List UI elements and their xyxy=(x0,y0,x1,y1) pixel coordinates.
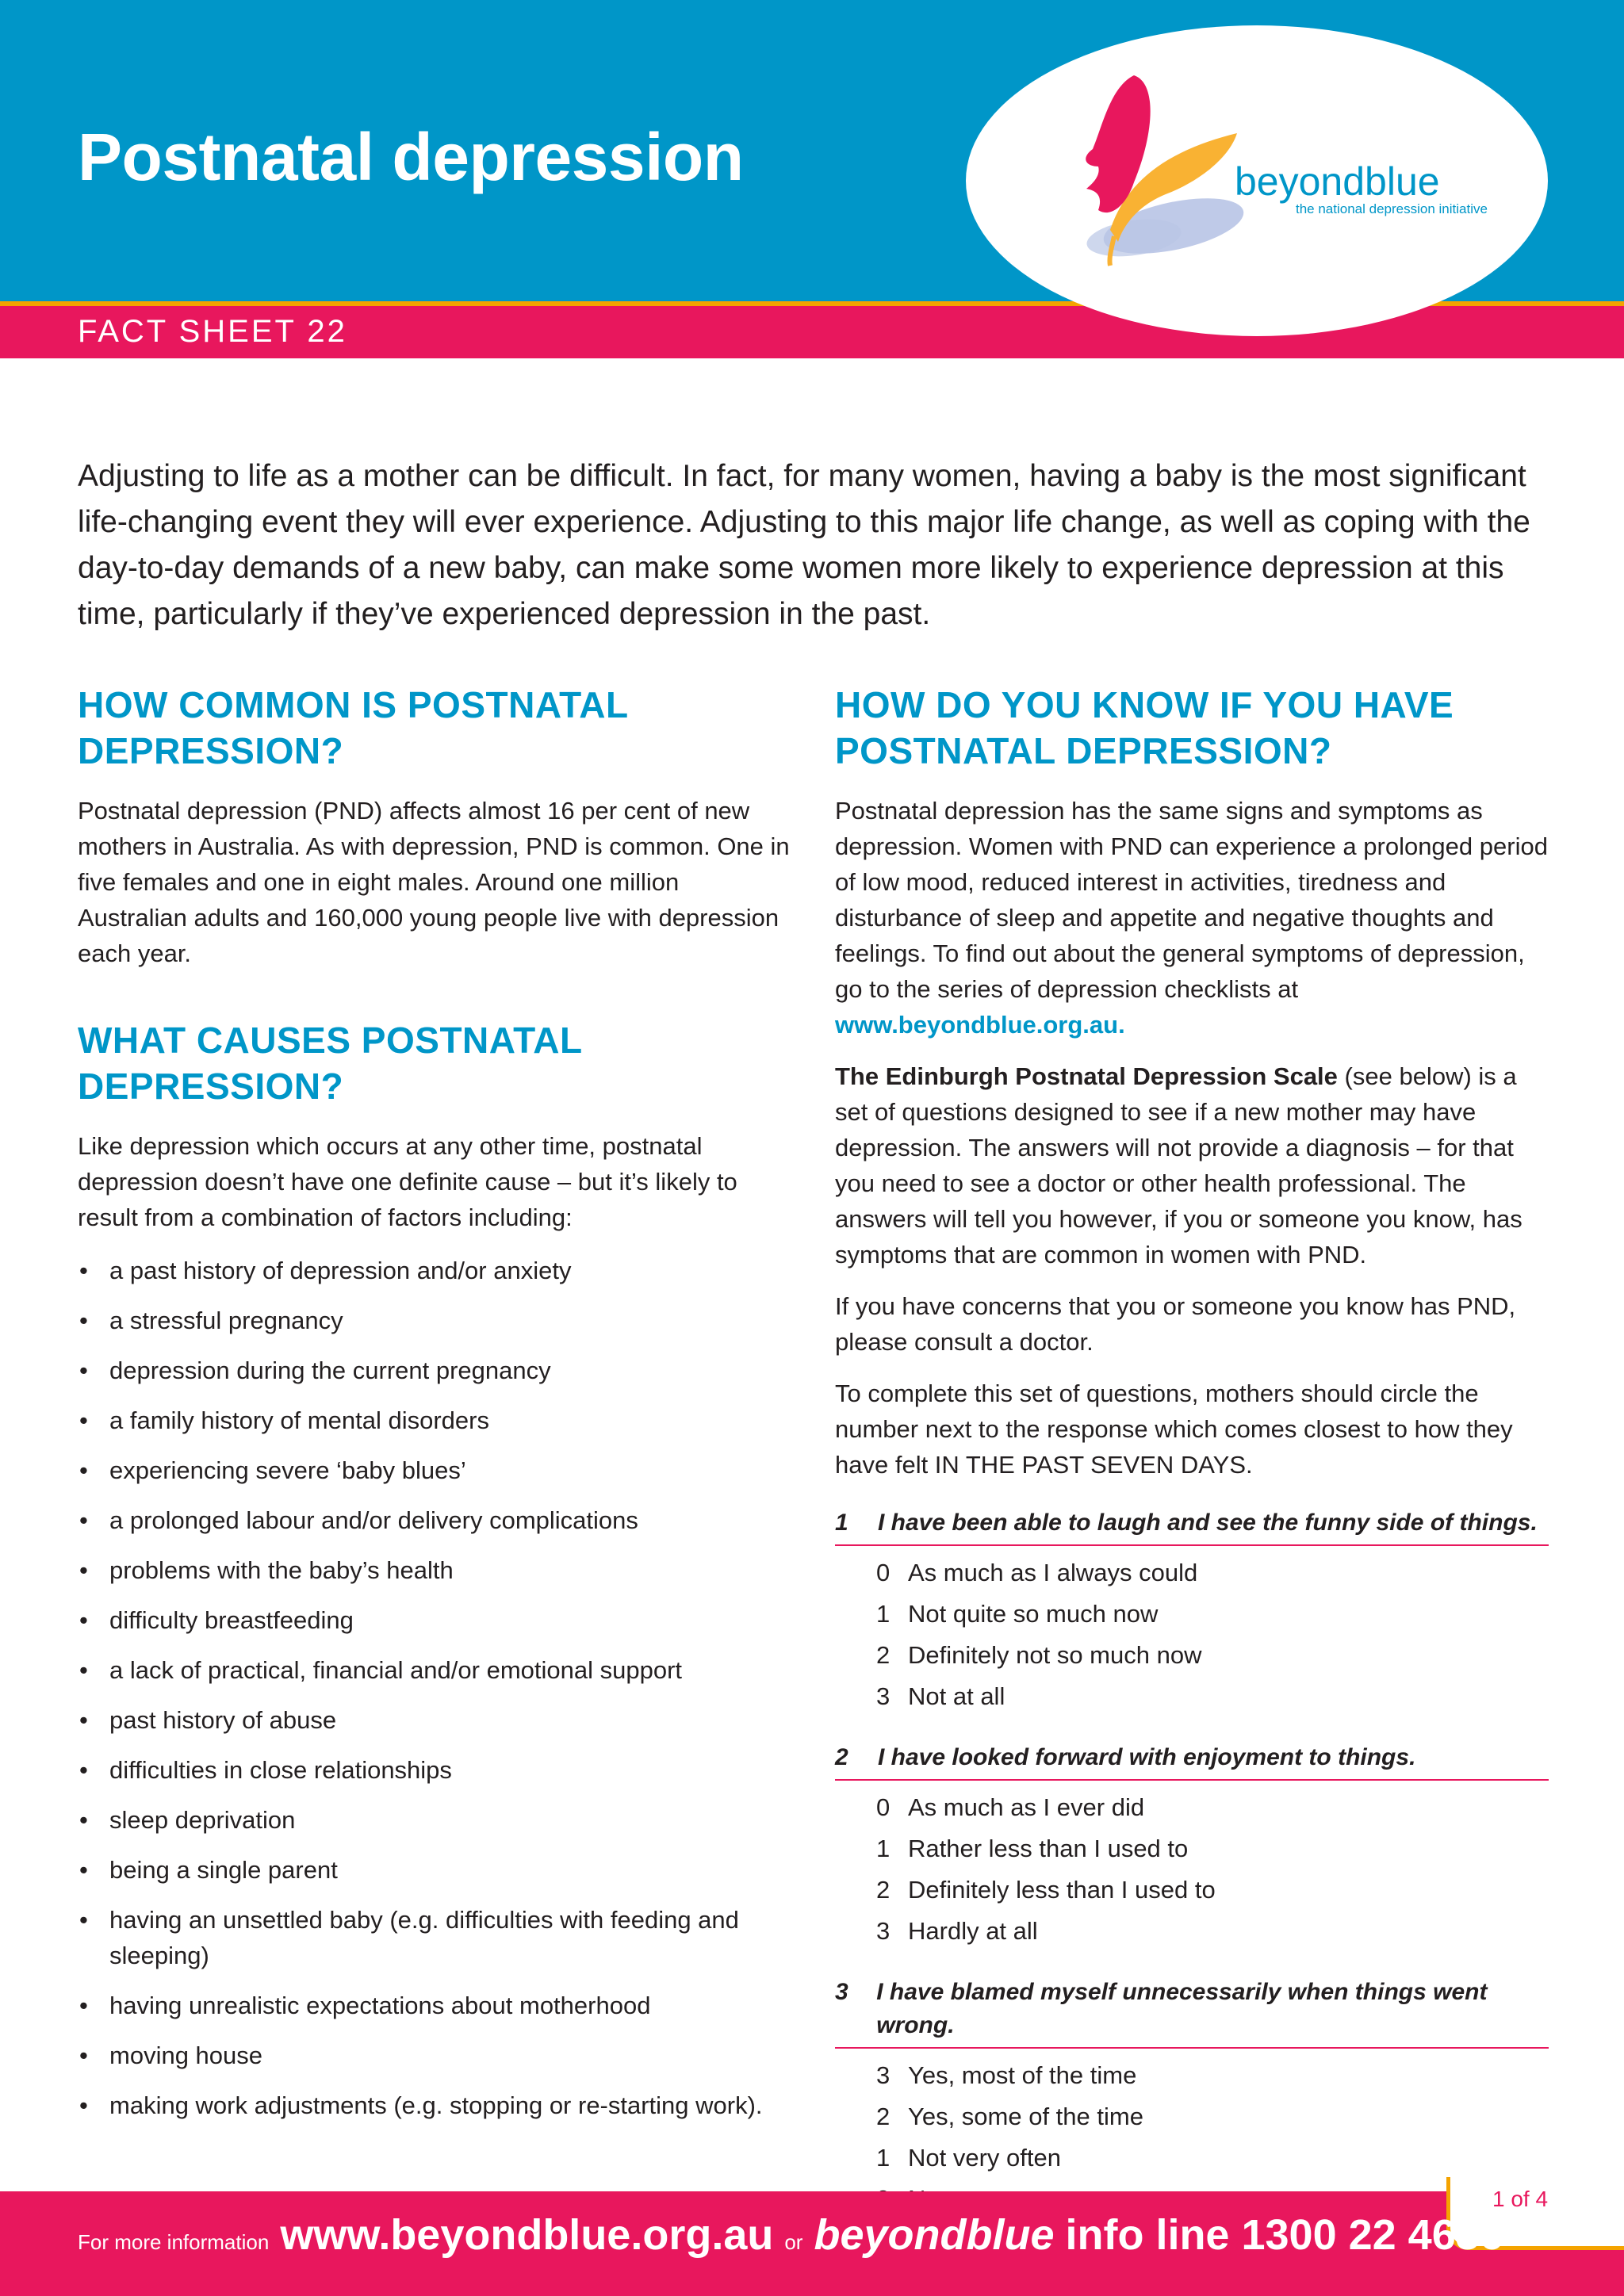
footer-brand: beyondblue xyxy=(814,2211,1055,2259)
bullet-icon: • xyxy=(79,1656,88,1684)
answer-option[interactable] xyxy=(876,1594,1549,1635)
answer-text: Definitely less than I used to xyxy=(908,1876,1216,1904)
answer-text: Yes, some of the time xyxy=(908,2103,1143,2130)
answer-option[interactable] xyxy=(876,1787,1549,1828)
beyondblue-link[interactable]: www.beyondblue.org.au. xyxy=(835,1011,1125,1039)
list-item: • having unrealistic expectations about motherhood xyxy=(78,1988,791,2023)
edinburgh-scale-title: The Edinburgh Postnatal Depression Scale xyxy=(835,1062,1338,1090)
fact-sheet-label: FACT SHEET 22 xyxy=(78,314,347,349)
footer-url-link[interactable]: www.beyondblue.org.au xyxy=(280,2211,774,2259)
bullet-icon: • xyxy=(79,1506,88,1534)
list-item: • problems with the baby’s health xyxy=(78,1552,791,1588)
answer-score: 1 xyxy=(876,1600,891,1628)
bullet-icon: • xyxy=(79,1856,88,1884)
list-item: • having an unsettled baby (e.g. difficulties with feeding and sleeping) xyxy=(78,1902,791,1973)
list-item: • a prolonged labour and/or delivery complications xyxy=(78,1502,791,1538)
edinburgh-scale-paragraph: The Edinburgh Postnatal Depression Scale (see below) is a set of questions designed to see if a new mother may have depression. The answers will not provide a diagnosis – for that you need to see a doctor or other health professional. The answers will tell you however, if you or someone you know, has symptoms that are common in women with PND. xyxy=(835,1062,1522,1269)
left-column xyxy=(78,682,791,2137)
question-1 xyxy=(835,1506,1549,1717)
consult-doctor-paragraph: If you have concerns that you or someone you know has PND, please consult a doctor. xyxy=(835,1292,1516,1356)
instructions-paragraph: To complete this set of questions, mothers should circle the number next to the response which comes closest to how they have felt IN THE PAST SEVEN DAYS. xyxy=(835,1380,1513,1479)
question-number: 2 xyxy=(835,1744,848,1770)
answer-score: 1 xyxy=(876,1835,891,1862)
question-text: I have blamed myself unnecessarily when things went wrong. xyxy=(876,1979,1488,2038)
list-item: • past history of abuse xyxy=(78,1702,791,1738)
answer-option[interactable] xyxy=(876,1635,1549,1676)
answer-text: Not at all xyxy=(908,1682,1005,1710)
answer-option[interactable] xyxy=(876,2055,1549,2096)
bullet-icon: • xyxy=(79,1706,88,1734)
how-common-text: Postnatal depression (PND) affects almost 16 per cent of new mothers in Australia. As with depression, PND is common. One in five females and one in eight males. Around one million Australian adults and 160,000 young people live with depression each year. xyxy=(78,797,790,967)
question-number: 1 xyxy=(835,1510,848,1536)
section-heading-how-to-know: HOW DO YOU KNOW IF YOU HAVE POSTNATAL DEPRESSION? xyxy=(835,684,1454,771)
answer-score: 2 xyxy=(876,1876,891,1904)
question-heading xyxy=(835,1506,1549,1546)
bullet-icon: • xyxy=(79,1456,88,1484)
answer-option[interactable] xyxy=(876,1869,1549,1911)
footer-info-line: info line 1300 22 4636 xyxy=(1065,2211,1503,2259)
answer-option[interactable] xyxy=(876,1552,1549,1594)
answer-option[interactable] xyxy=(876,2096,1549,2137)
list-item: • difficulty breastfeeding xyxy=(78,1602,791,1638)
answer-option[interactable] xyxy=(876,1911,1549,1952)
answer-score: 2 xyxy=(876,2103,891,2130)
answer-text: Not quite so much now xyxy=(908,1600,1159,1628)
list-item: • making work adjustments (e.g. stopping or re-starting work). xyxy=(78,2087,791,2123)
list-item: • moving house xyxy=(78,2038,791,2073)
list-item: • a stressful pregnancy xyxy=(78,1303,791,1338)
question-text: I have looked forward with enjoyment to things. xyxy=(878,1744,1416,1770)
list-item: • experiencing severe ‘baby blues’ xyxy=(78,1452,791,1488)
bullet-icon: • xyxy=(79,1992,88,2019)
answer-score: 3 xyxy=(876,2061,891,2089)
answer-option[interactable] xyxy=(876,1828,1549,1869)
answer-score: 1 xyxy=(876,2144,891,2172)
question-heading xyxy=(835,1741,1549,1781)
answer-text: Not very often xyxy=(908,2144,1061,2172)
footer-more-info: For more information xyxy=(78,2230,270,2254)
bullet-icon: • xyxy=(79,1357,88,1384)
question-3 xyxy=(835,1976,1549,2220)
footer-or: or xyxy=(784,2230,803,2254)
answer-score: 0 xyxy=(876,1793,891,1821)
answer-option[interactable] xyxy=(876,2137,1549,2179)
section-heading-causes: WHAT CAUSES POSTNATAL DEPRESSION? xyxy=(78,1020,582,1107)
bullet-icon: • xyxy=(79,1257,88,1284)
bullet-icon: • xyxy=(79,1406,88,1434)
bullet-icon: • xyxy=(79,1906,88,1934)
list-item: • a lack of practical, financial and/or emotional support xyxy=(78,1652,791,1688)
answer-text: Definitely not so much now xyxy=(908,1641,1202,1669)
bullet-icon: • xyxy=(79,1806,88,1834)
section-heading-how-common: HOW COMMON IS POSTNATAL DEPRESSION? xyxy=(78,684,628,771)
question-number: 3 xyxy=(835,1979,848,2005)
answer-text: As much as I ever did xyxy=(908,1793,1145,1821)
answer-option[interactable] xyxy=(876,1676,1549,1717)
answer-list xyxy=(835,1546,1549,1717)
list-item: • depression during the current pregnancy xyxy=(78,1353,791,1388)
logo-tagline: the national depression initiative xyxy=(1296,201,1488,216)
list-item: • being a single parent xyxy=(78,1852,791,1888)
list-item: • a family history of mental disorders xyxy=(78,1402,791,1438)
answer-text: Hardly at all xyxy=(908,1917,1038,1945)
answer-text: As much as I always could xyxy=(908,1559,1198,1586)
footer-contact xyxy=(78,2210,1503,2260)
answer-score: 3 xyxy=(876,1917,891,1945)
question-heading xyxy=(835,1976,1549,2049)
causes-list xyxy=(78,1253,791,2123)
causes-intro-text: Like depression which occurs at any other time, postnatal depression doesn’t have one definite cause – but it’s likely to result from a combination of factors including: xyxy=(78,1132,737,1231)
bullet-icon: • xyxy=(79,1556,88,1584)
answer-score: 0 xyxy=(876,1559,891,1586)
bullet-icon: • xyxy=(79,2091,88,2119)
symptoms-paragraph: Postnatal depression has the same signs and symptoms as depression. Women with PND can experience a prolonged period of low mood, reduced interest in activities, tiredness and disturbance of sleep and appetite and negative thoughts and feelings. To find out about the general symptoms of depression, go to the series of depression checklists at www.beyondblue.org.au. xyxy=(835,797,1548,1039)
logo-name: beyondblue xyxy=(1235,159,1440,204)
page-title: Postnatal depression xyxy=(78,120,744,194)
list-item: • difficulties in close relationships xyxy=(78,1752,791,1788)
list-item: • a past history of depression and/or anxiety xyxy=(78,1253,791,1288)
question-text: I have been able to laugh and see the funny side of things. xyxy=(878,1510,1538,1536)
question-2 xyxy=(835,1741,1549,1952)
bullet-icon: • xyxy=(79,2042,88,2069)
bullet-icon: • xyxy=(79,1307,88,1334)
answer-text: Yes, most of the time xyxy=(908,2061,1137,2089)
bullet-icon: • xyxy=(79,1606,88,1634)
list-item: • sleep deprivation xyxy=(78,1802,791,1838)
answer-text: Rather less than I used to xyxy=(908,1835,1189,1862)
intro-paragraph: Adjusting to life as a mother can be difficult. In fact, for many women, having a baby is the most significant life-changing event they will ever experience. Adjusting to this major life change, as well as coping with the day-to-day demands of a new baby, can make some women more likely to experience depression at this time, particularly if they’ve experienced depression in the past. xyxy=(78,459,1530,631)
right-column xyxy=(835,682,1549,2220)
answer-list xyxy=(835,1781,1549,1952)
answer-score: 3 xyxy=(876,1682,891,1710)
answer-score: 2 xyxy=(876,1641,891,1669)
page-number: 1 of 4 xyxy=(1492,2187,1549,2211)
bullet-icon: • xyxy=(79,1756,88,1784)
